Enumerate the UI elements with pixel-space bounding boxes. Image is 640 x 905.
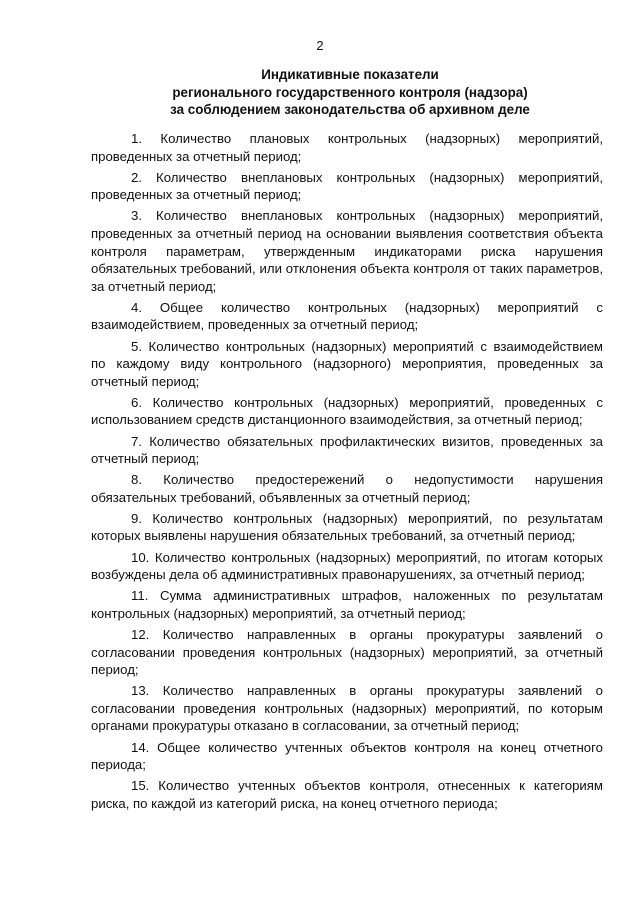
title-line: регионального государственного контроля (надзора)	[172, 84, 528, 100]
list-item: 1. Количество плановых контрольных (надзорных) мероприятий, проведенных за отчетный период;	[91, 131, 603, 164]
list-item: 9. Количество контрольных (надзорных) мероприятий, по результатам которых выявлены нарушения обязательных требований, за отчетный период;	[91, 510, 603, 544]
list-item: 2. Количество внеплановых контрольных (надзорных) мероприятий, проведенных за отчетный период;	[91, 169, 603, 203]
list-item: 11. Сумма административных штрафов, наложенных по результатам контрольных (надзорных) мероприятий, за отчетный период;	[91, 588, 603, 621]
indicator-list	[91, 130, 603, 816]
list-item: 15. Количество учтенных объектов контроля, отнесенных к категориям риска, по каждой из категорий риска, на конец отчетного периода;	[91, 778, 603, 811]
title-line: Индикативные показатели	[261, 67, 439, 82]
list-item: 12. Количество направленных в органы прокуратуры заявлений о согласовании проведения контрольных (надзорных) мероприятий, за отчетный период;	[91, 626, 603, 678]
page-number: 2	[316, 38, 324, 53]
list-item: 7. Количество обязательных профилактических визитов, проведенных за отчетный период;	[91, 433, 603, 467]
document-title	[60, 66, 640, 119]
list-item: 8. Количество предостережений о недопустимости нарушения обязательных требований, объявленных за отчетный период;	[91, 472, 603, 505]
list-item: 5. Количество контрольных (надзорных) мероприятий с взаимодействием по каждому виду контрольного (надзорного) мероприятия, проведенных за отчетный период;	[91, 338, 603, 389]
title-line: за соблюдением законодательства об архивном деле	[170, 102, 530, 117]
list-item: 10. Количество контрольных (надзорных) мероприятий, по итогам которых возбуждены дела об административных правонарушениях, за отчетный период;	[91, 549, 603, 583]
list-item: 14. Общее количество учтенных объектов контроля на конец отчетного периода;	[91, 739, 603, 773]
list-item: 4. Общее количество контрольных (надзорных) мероприятий с взаимодействием, проведенных за отчетный период;	[91, 299, 603, 333]
list-item: 13. Количество направленных в органы прокуратуры заявлений о согласовании проведения контрольных (надзорных) мероприятий, по которым органами прокуратуры отказано в согласовании, за отчетный период;	[91, 683, 603, 734]
list-item: 3. Количество внеплановых контрольных (надзорных) мероприятий, проведенных за отчетный период на основании выявления соответствия объекта контроля параметрам, утвержденным индикаторами риска нарушения обязательных требований, или отклонения объекта контроля от таких параметров, за отчетный период;	[91, 208, 603, 294]
list-item: 6. Количество контрольных (надзорных) мероприятий, проведенных с использованием средств дистанционного взаимодействия, за отчетный период;	[91, 394, 603, 428]
